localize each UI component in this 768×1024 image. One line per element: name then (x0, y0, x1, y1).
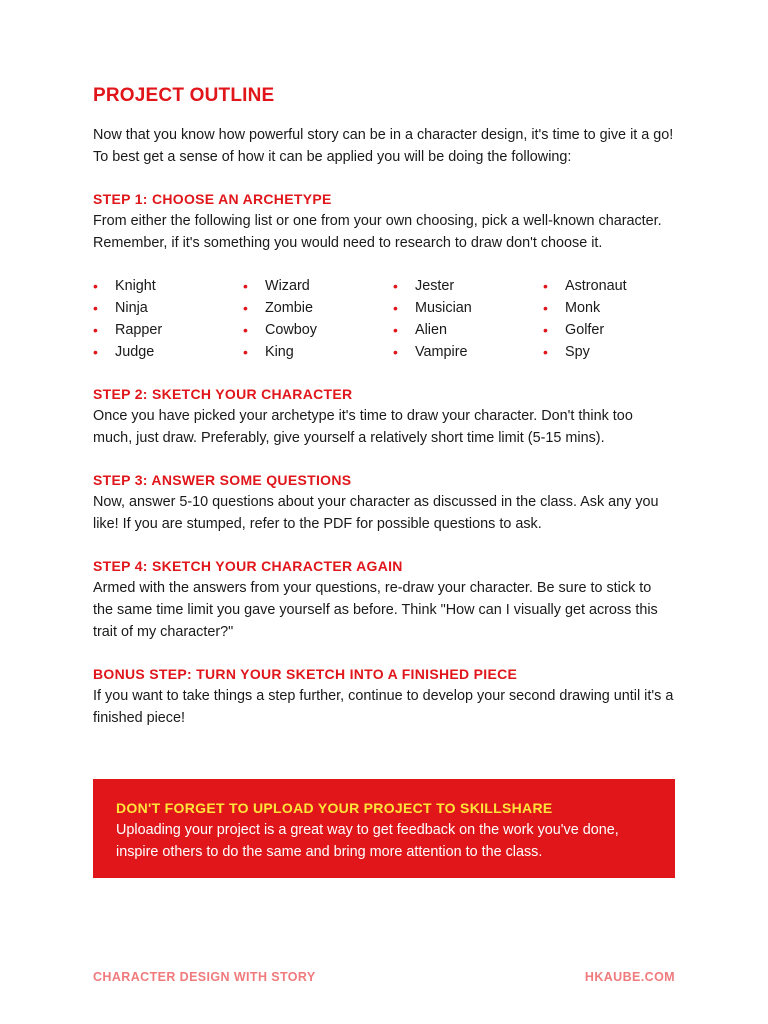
page-footer (93, 970, 675, 984)
archetype-column (543, 275, 675, 363)
list-item: • Knight (93, 275, 243, 297)
bonus-step-text: If you want to take things a step further, continue to develop your second drawing until it's a finished piece! (93, 688, 674, 726)
list-item: • Alien (393, 319, 543, 341)
step-4-text: Armed with the answers from your questions, re-draw your character. Be sure to stick to the same time limit you gave yourself as before. Think "How can I visually get across this trait of my character?" (93, 580, 658, 640)
list-item: • King (243, 341, 393, 363)
bullet-icon: • (243, 300, 248, 316)
page-content (93, 84, 675, 729)
step-1-text: From either the following list or one from your own choosing, pick a well-known character. Remember, if it's something you would need to research to draw don't choose it. (93, 213, 662, 251)
list-item: • Vampire (393, 341, 543, 363)
step-2-section (93, 383, 675, 449)
bullet-icon: • (543, 344, 548, 360)
bullet-icon: • (393, 278, 398, 294)
archetype-column (393, 275, 543, 363)
callout-text: Uploading your project is a great way to get feedback on the work you've done, inspire others to do the same and bring more attention to the class. (116, 822, 619, 860)
list-item: • Jester (393, 275, 543, 297)
list-item: • Rapper (93, 319, 243, 341)
page-title: PROJECT OUTLINE (93, 85, 275, 106)
list-item: • Spy (543, 341, 675, 363)
step-2-text: Once you have picked your archetype it's time to draw your character. Don't think too much, just draw. Preferably, give yourself a relatively short time limit (5-15 mins). (93, 408, 633, 446)
bullet-icon: • (543, 300, 548, 316)
bullet-icon: • (93, 300, 98, 316)
list-item: • Cowboy (243, 319, 393, 341)
step-2-heading: STEP 2: SKETCH YOUR CHARACTER (93, 386, 353, 402)
list-item: • Wizard (243, 275, 393, 297)
bullet-icon: • (543, 278, 548, 294)
step-4-section (93, 555, 675, 643)
bullet-icon: • (93, 278, 98, 294)
archetype-column (93, 275, 243, 363)
intro-text: Now that you know how powerful story can be in a character design, it's time to give it a go! To best get a sense of how it can be applied you will be doing the following: (93, 127, 674, 165)
list-item: • Zombie (243, 297, 393, 319)
bullet-icon: • (243, 278, 248, 294)
bullet-icon: • (93, 322, 98, 338)
step-3-heading: STEP 3: ANSWER SOME QUESTIONS (93, 472, 352, 488)
bonus-step-heading: BONUS STEP: TURN YOUR SKETCH INTO A FINISHED PIECE (93, 666, 518, 682)
step-3-text: Now, answer 5-10 questions about your character as discussed in the class. Ask any you like! If you are stumped, refer to the PDF for possible questions to ask. (93, 494, 659, 532)
footer-website: HKAUBE.COM (584, 970, 675, 984)
bullet-icon: • (243, 322, 248, 338)
step-1-section (93, 188, 675, 254)
bullet-icon: • (93, 344, 98, 360)
bullet-icon: • (243, 344, 248, 360)
footer-course-title: CHARACTER DESIGN WITH STORY (93, 970, 316, 984)
list-item: • Musician (393, 297, 543, 319)
step-4-heading: STEP 4: SKETCH YOUR CHARACTER AGAIN (93, 558, 403, 574)
bullet-icon: • (393, 344, 398, 360)
bullet-icon: • (543, 322, 548, 338)
list-item: • Golfer (543, 319, 675, 341)
list-item: • Monk (543, 297, 675, 319)
list-item: • Judge (93, 341, 243, 363)
upload-reminder-callout (93, 779, 675, 878)
bullet-icon: • (393, 322, 398, 338)
archetype-list (93, 275, 675, 363)
callout-heading: DON'T FORGET TO UPLOAD YOUR PROJECT TO SKILLSHARE (116, 800, 553, 816)
bonus-step-section (93, 663, 675, 729)
step-3-section (93, 469, 675, 535)
bullet-icon: • (393, 300, 398, 316)
list-item: • Astronaut (543, 275, 675, 297)
step-1-heading: STEP 1: CHOOSE AN ARCHETYPE (93, 191, 332, 207)
archetype-column (243, 275, 393, 363)
list-item: • Ninja (93, 297, 243, 319)
